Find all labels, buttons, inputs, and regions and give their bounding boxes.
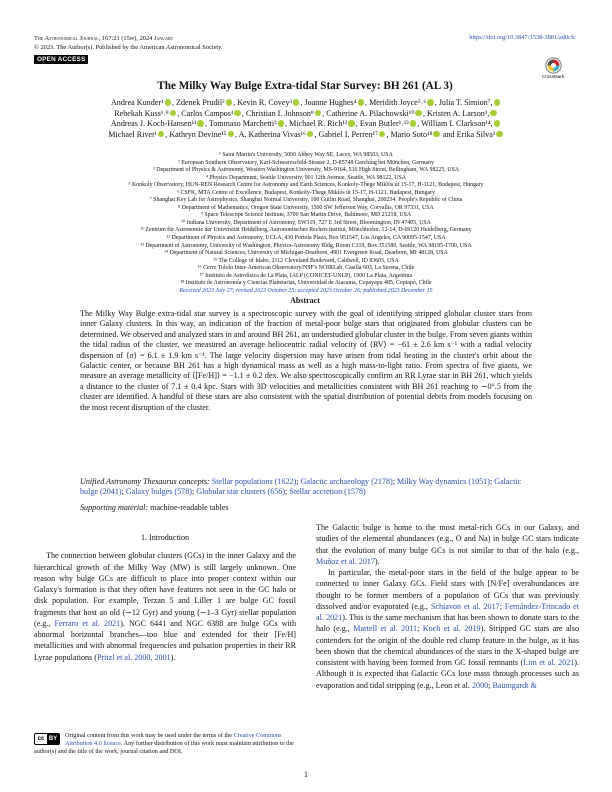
orcid-icon[interactable] xyxy=(410,120,417,127)
orcid-icon[interactable] xyxy=(315,110,322,117)
orcid-icon[interactable] xyxy=(494,120,501,127)
copyright-line: © 2023. The Author(s). Published by the American Astronomical Society. xyxy=(34,44,223,51)
abstract-text: The Milky Way Bulge extra-tidal star survey is a spectroscopic survey with the goal of identifying stripped globular cluster stars from inner Galaxy clusters. In this way, an indication of the fraction of metal-poor bulge stars that originated from globular clusters can be determined. We observed and analyzed stars in and around BH 261, an understudied globular cluster in the bulge. From seven giants within the tidal radius of the cluster, we measured an average heliocentric radial velocity of ⟨RV⟩ = −61 ± 2.6 km s⁻¹ with a radial velocity dispersion of ⟨σ⟩ = 6.1 ± 1.9 km s⁻¹. The large velocity dispersion may have arisen from tidal heating in the cluster's orbit about the Galactic center, or because BH 261 has a high dynamical mass as well as a high mass-to-light ratio. From spectra of five giants, we measure an average metallicity of ⟨[Fe/H]⟩ = −1.1 ± 0.2 dex. We also spectroscopically confirm an RR Lyrae star in BH 261, which yields a distance to the cluster of 7.1 ± 0.4 kpc. Stars with 3D velocities and metallicities consistent with BH 261 reaching to ∼0°.5 from the cluster are identified. A handful of these stars are also consistent with the spatial distribution of potential debris from models focusing on the most recent disruption of the cluster. xyxy=(80,309,532,412)
intro-paragraph-2 xyxy=(316,522,579,567)
affiliation-item: ² European Southern Observatory, Karl-Schwarzschild-Strasse 2, D-85748 Garching bei München, Germany xyxy=(177,159,435,166)
uat-concepts xyxy=(80,477,532,498)
orcid-icon[interactable] xyxy=(307,131,314,138)
author-name: Gabriel I. Perren¹⁷ xyxy=(318,129,378,139)
author-name: A. Katherina Vivas¹⁶ xyxy=(238,129,306,139)
body-text: ). This is the same mechanism that has been shown to donate stars to the halo (e.g., xyxy=(316,613,580,634)
author-name: Andrea Kunder¹ xyxy=(110,98,164,107)
paper-title: The Milky Way Bulge Extra-tidal Star Survey: BH 261 (AL 3) xyxy=(157,80,453,92)
body-text: ). NGC 6441 and NGC 6388 are bulge GCs with abnormal horizontal branches—too blue and extended for their [Fe/H] metallicities and with abnormal frequencies and pulsation properties in their RR Lyrae populations ( xyxy=(34,618,296,662)
uat-concept-link[interactable]: Galaxy bulges (578) xyxy=(125,487,192,497)
journal-citation: The Astronomical Journal, 167:21 (15pp), 2024 January xyxy=(34,35,174,42)
body-text: ). Stripped GC stars are also contenders for the origin of the double red clump feature in the bulge, as it has been shown that the chemical abundances of the stars in the X-shaped bulge are consistent with having been formed from GC fossil remnants ( xyxy=(316,624,580,667)
citation-link[interactable]: Fernández-Trincado et al. 2021 xyxy=(316,601,579,622)
author-list: Andrea Kunder¹ , Zdenek Prudil² , Kevin R. Covey³ , Joanne Hughes⁴ , Meridith Joyce⁵˒⁶ , Julia T. Simion⁷, Rebekah Kuss¹˒⁸ , Carlos Campos¹ , Christian I. Johnson⁹ , Catherine A. Pilachowski¹⁰ , Kristen A. Larson³, Andreas J. Koch-Hansen¹¹ , Tommaso Marchetti² , Michael R. Rich¹² , Evan Butler¹˒¹³ , William I. Clarkson¹⁴, Michael Rivet¹ , Kathryn Devine¹⁵ , A. Katherina Vivas¹⁶ , Gabriel I. Perren¹⁷ , Mario Soto¹⁸ and Erika Silva³ xyxy=(40,98,572,140)
affiliation-item: ¹⁰ Indiana University, Department of Astronomy, SW319, 727 E 3rd Street, Bloomington, IN 47405, USA xyxy=(181,219,431,226)
right-column xyxy=(316,522,579,691)
uat-concept-link[interactable]: Globular star clusters (656) xyxy=(196,487,286,497)
doi-link[interactable]: https://doi.org/10.3847/1538-3881/ad0cfc xyxy=(469,34,576,41)
orcid-icon[interactable] xyxy=(348,120,355,127)
body-text: In particular, the metal-poor stars in the field of the bulge appear to be connected to inner Galaxy GCs. Field stars with [N/Fe] overabundances are thought to be former members of a population of GCs that was previously dissolved and/or evaporated (e.g., xyxy=(316,568,579,611)
author-name: Joanne Hughes⁴ xyxy=(304,98,357,107)
page-number: 1 xyxy=(304,770,308,779)
author-name: Carlos Campos¹ xyxy=(181,108,234,118)
license-notice xyxy=(34,732,296,756)
author-name: Kevin R. Covey³ xyxy=(237,98,292,107)
by-icon-part: BY xyxy=(48,736,58,742)
affiliation-item: ⁸ Department of Mathematics, Oregon State University, 1500 SW Jefferson Way, Corvallis, OR 97331, USA xyxy=(178,204,434,211)
supporting-value: machine-readable tables xyxy=(150,503,229,512)
body-text: ; xyxy=(499,601,505,611)
orcid-icon[interactable] xyxy=(165,99,172,106)
author-name: Andreas J. Koch-Hansen¹¹ xyxy=(110,119,197,129)
cc-icon-part: cc xyxy=(35,734,47,744)
affiliation-item: ⁴ Physics Department, Seattle University, 901 12th Avenue, Seattle, WA 98122, USA xyxy=(205,174,407,181)
author-name: Catherine A. Pilachowski¹⁰ xyxy=(326,108,415,118)
author-name: Mario Soto¹⁸ xyxy=(390,129,433,139)
received-dates: Received 2023 July 27; revised 2023 October 25; accepted 2023 October 26; published 2023 December 15 xyxy=(179,287,433,294)
affiliation-item: ¹⁸ Instituto de Astronomía y Ciencias Planetarias, Universidad de Atacama, Copayapu 485, Copiapó, Chile xyxy=(180,280,432,287)
orcid-icon[interactable] xyxy=(228,131,235,138)
orcid-icon[interactable] xyxy=(490,110,497,117)
citation-link[interactable]: Martell et al. 2011 xyxy=(353,624,418,634)
orcid-icon[interactable] xyxy=(427,99,434,106)
left-column xyxy=(34,532,296,663)
body-text: ). Although it is expected that Galactic GCs lose mass through processes such as evaporation and tidal stripping (e.g., Leon et al. xyxy=(316,658,580,690)
citation-link[interactable]: Lim et al. 2021 xyxy=(523,658,575,667)
license-link[interactable]: Creative Commons Attribution 4.0 licence xyxy=(65,732,282,747)
supporting-label: Supporting material: xyxy=(80,503,149,512)
orcid-icon[interactable] xyxy=(158,131,165,138)
orcid-icon[interactable] xyxy=(293,99,300,106)
license-text-after: . Any further distribution of this work must maintain attribution to the author(s) and the title of the work, journal citation and DOI. xyxy=(34,740,294,755)
body-text: ; xyxy=(488,680,493,690)
citation-link[interactable]: Ferraro et al. 2021 xyxy=(54,618,121,628)
affiliation-item: ¹² Department of Physics and Astronomy, UCLA, 430 Portola Plaza, Box 951547, Los Angeles, CA 90095-1547, USA xyxy=(166,235,446,242)
orcid-icon[interactable] xyxy=(494,99,501,106)
author-name: Kathryn Devine¹⁵ xyxy=(169,129,227,139)
author-name: Christian I. Johnson⁹ xyxy=(245,108,314,118)
author-name: Zdenek Prudil² xyxy=(176,98,225,107)
author-name: and Erika Silva³ xyxy=(442,129,496,139)
affiliation-item: ⁷ Shanghai Key Lab for Astrophysics, Shanghai Normal University, 100 Guilin Road, Shanghai, 200234, People's Republic of China xyxy=(149,197,463,204)
section-heading-introduction: 1. Introduction xyxy=(140,533,190,542)
license-text-before: Original content from this work may be used under the terms of the xyxy=(65,732,234,739)
affiliation-item: ¹³ Department of Astronomy, University of Washington, Physics-Astronomy Bldg, Room C319, Box 351580, Seattle, WA 98195-1700, USA xyxy=(140,242,472,249)
intro-paragraph-3 xyxy=(316,567,579,691)
author-name: Michael R. Rich¹² xyxy=(289,119,348,129)
citation-link[interactable]: Koch et al. 2019 xyxy=(422,624,481,634)
crossmark-logo[interactable] xyxy=(541,57,565,79)
affiliation-item: ¹⁵ The College of Idaho, 2112 Cleveland Boulevard, Caldwell, ID 83605, USA xyxy=(213,257,399,264)
crossmark-label: CrossMark xyxy=(541,74,565,79)
body-text: The Galactic bulge is home to the most metal-rich GCs in our Galaxy, and studies of the elemental abundances (e.g., O and Na) in bulge GC stars indicate that the evolution of many bulge GCs is not similar to that of the halo (e.g., xyxy=(316,523,579,555)
body-text: ; xyxy=(417,624,423,634)
orcid-icon[interactable] xyxy=(358,99,365,106)
affiliation-item: ¹¹ Zentrum für Astronomie der Universität Heidelberg, Astronomisches Rechen-Institut, Mönchhofstr. 12-14, D-69120 Heidelberg, Germany xyxy=(140,227,472,234)
affiliation-item: ¹⁷ Instituto de Astrofísica de La Plata, IALP (CONICET-UNLP), 1900 La Plata, Argentina xyxy=(199,272,413,279)
affiliation-item: ⁵ Konkoly Observatory, HUN-REN Research Centre for Astronomy and Earth Sciences, Konkoly-Thege Miklós út 15-17, H-1121, Budapest, Hungary xyxy=(128,182,484,189)
citation-link[interactable]: 2000 xyxy=(471,680,489,690)
author-name: Meridith Joyce⁵˒⁶ xyxy=(369,98,427,107)
creative-commons-icon[interactable] xyxy=(34,733,60,745)
citation-link[interactable]: Muñoz et al. 2017 xyxy=(316,556,375,566)
author-name: William I. Clarkson¹⁴, xyxy=(421,119,493,129)
citation-link[interactable]: Pritzl et al. 2000, 2001 xyxy=(96,652,171,662)
orcid-icon[interactable] xyxy=(278,120,285,127)
author-name: Kristen A. Larson³, xyxy=(427,108,490,118)
uat-label: Unified Astronomy Thesaurus concepts: xyxy=(80,477,210,486)
author-name: Michael Rivet¹ xyxy=(108,129,157,139)
uat-concept-list: Stellar populations (1622); Galactic archaeology (2178); Milky Way dynamics (1051); Galactic bulge (2041); Galaxy bulges (578); Globular star clusters (656); Stellar accretion (1578) xyxy=(80,477,522,497)
crossmark-icon xyxy=(545,57,562,74)
intro-paragraph-1 xyxy=(34,550,296,663)
author-name: Rebekah Kuss¹˒⁸ xyxy=(114,108,169,118)
uat-concept-link[interactable]: Milky Way dynamics (1051) xyxy=(396,477,490,486)
orcid-icon[interactable] xyxy=(379,131,386,138)
journal-header xyxy=(34,34,223,52)
affiliation-item: ¹⁴ Department of Natural Sciences, University of Michigan-Dearborn, 4901 Evergreen Road, Dearborn, MI 48128, USA xyxy=(164,250,448,257)
citation-link[interactable]: Baumgardt & xyxy=(492,680,537,690)
body-text: ). xyxy=(374,556,380,566)
affiliation-item: ⁹ Space Telescope Science Institute, 3700 San Martin Drive, Baltimore, MD 21218, USA xyxy=(200,212,412,219)
affiliation-item: ¹ Saint Martin's University, 5000 Abbey Way SE, Lacey, WA 98503, USA xyxy=(219,152,393,158)
orcid-icon[interactable] xyxy=(496,131,503,138)
orcid-icon[interactable] xyxy=(415,110,422,117)
supporting-material xyxy=(80,503,532,512)
orcid-icon[interactable] xyxy=(197,120,204,127)
body-text: ). xyxy=(170,652,176,662)
uat-concept-link[interactable]: Stellar accretion (1578) xyxy=(289,487,366,497)
orcid-icon[interactable] xyxy=(433,131,440,138)
author-name: Evan Butler¹˒¹³ xyxy=(359,119,409,129)
affiliation-list xyxy=(40,152,572,295)
body-text: The connection between globular clusters (GCs) in the inner Galaxy and the hierarchical growth of the Milky Way (MW) is still largely unknown. One reason why bulge GCs are difficult to place into proper context within our Galaxy's formation is that they often have features not seen in the GC halo or disk population. For example, Terzan 5 and Liller 1 are bulge GC fossil fragments that host an old (∼12 Gyr) and young (∼1–3 Gyr) stellar population (e.g., xyxy=(34,551,296,628)
uat-concept-link[interactable]: Galactic archaeology (2178) xyxy=(300,477,393,486)
affiliation-item: ³ Department of Physics & Astronomy, Western Washington University, MS-9164, 516 High Street, Bellingham, WA 98225, USA xyxy=(152,167,460,174)
citation-link[interactable]: Schiavon et al. 2017 xyxy=(430,601,500,611)
abstract-heading: Abstract xyxy=(290,296,320,305)
affiliation-item: ⁶ CSFK, MTA Centre of Excellence, Budapest, Konkoly-Thege Miklós út 15-17, H-1121, Budapest, Hungary xyxy=(176,189,436,196)
orcid-icon[interactable] xyxy=(226,99,233,106)
affiliation-item: ¹⁶ Cerro Tololo Inter-American Observatory/NSF's NOIRLab, Casilla 603, La Serena, Chile xyxy=(197,265,415,272)
orcid-icon[interactable] xyxy=(170,110,177,117)
author-name: Julia T. Simion⁷, xyxy=(438,98,493,107)
uat-concept-link[interactable]: Galactic bulge (2041) xyxy=(80,477,522,497)
orcid-icon[interactable] xyxy=(234,110,241,117)
uat-concept-link[interactable]: Stellar populations (1622) xyxy=(211,477,297,486)
author-name: Tommaso Marchetti² xyxy=(208,119,277,129)
open-access-badge: OPEN ACCESS xyxy=(34,55,88,64)
